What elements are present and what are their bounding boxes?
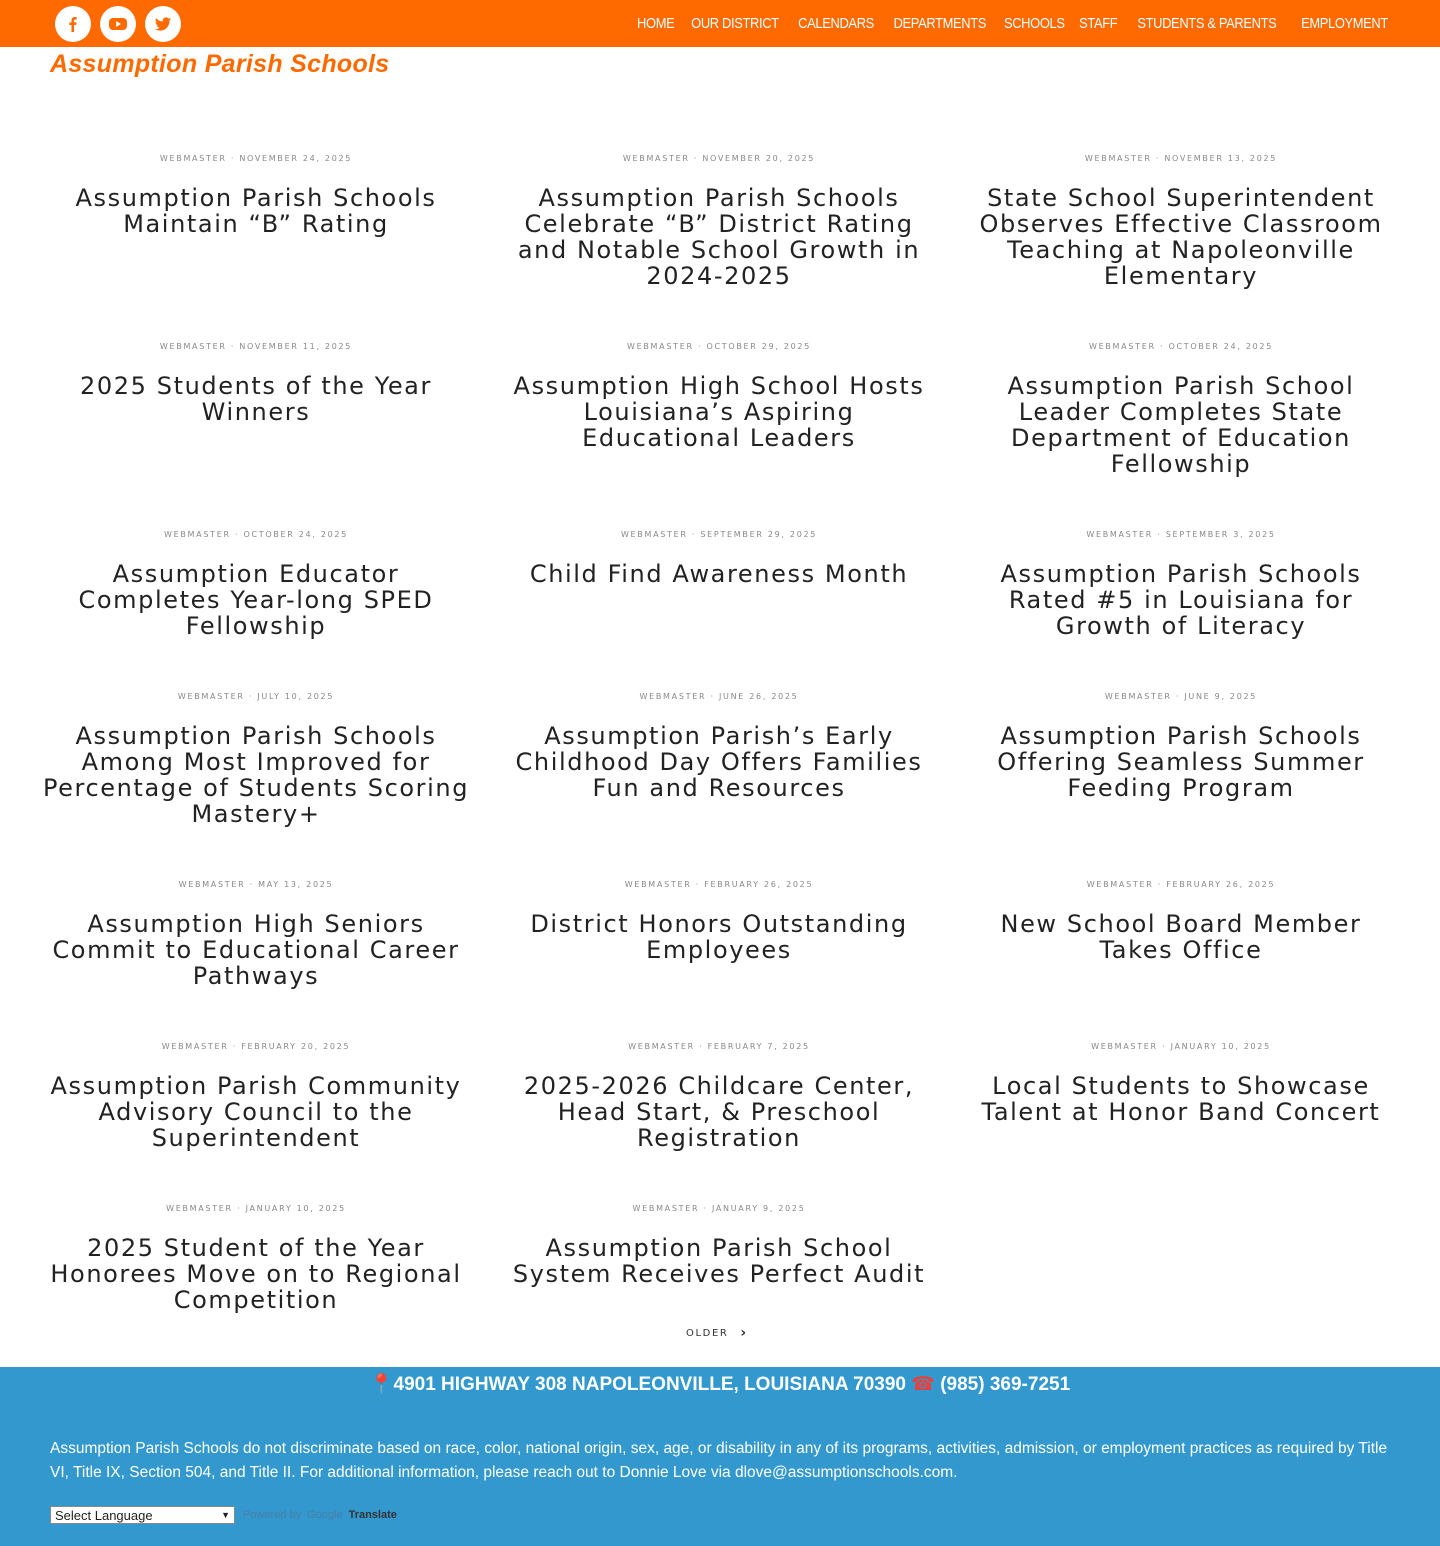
nav-home[interactable]: HOME <box>637 15 675 32</box>
post-card <box>41 341 471 425</box>
post-title[interactable]: Assumption High School Hosts Louisiana’s Aspiring Educational Leaders <box>513 372 925 452</box>
post-card <box>41 691 471 827</box>
nav-employment[interactable]: EMPLOYMENT <box>1301 15 1388 32</box>
post-meta: WEBMASTER · JANUARY 10, 2025 <box>1091 1042 1271 1051</box>
post-card <box>41 1203 471 1313</box>
post-meta: WEBMASTER · FEBRUARY 26, 2025 <box>624 880 814 889</box>
nav-departments[interactable]: DEPARTMENTS <box>893 15 986 32</box>
post-author[interactable]: WEBMASTER <box>1104 692 1172 701</box>
site-logo[interactable]: Assumption Parish Schools <box>50 50 390 78</box>
post-date[interactable]: OCTOBER 24, 2025 <box>1168 342 1273 351</box>
post-title[interactable]: Local Students to Showcase Talent at Honor Band Concert <box>981 1072 1381 1126</box>
post-date[interactable]: JANUARY 9, 2025 <box>711 1204 806 1213</box>
post-card <box>504 529 934 587</box>
post-date[interactable]: NOVEMBER 24, 2025 <box>239 154 353 163</box>
post-date[interactable]: FEBRUARY 7, 2025 <box>707 1042 810 1051</box>
post-date[interactable]: FEBRUARY 20, 2025 <box>241 1042 351 1051</box>
post-date[interactable]: OCTOBER 29, 2025 <box>706 342 811 351</box>
post-meta: WEBMASTER · NOVEMBER 13, 2025 <box>1084 154 1278 163</box>
powered-by-label: Powered by <box>243 1509 302 1521</box>
post-title[interactable]: Assumption Parish Schools Celebrate “B” District Rating and Notable School Growth in 2024-2025 <box>517 184 921 290</box>
footer <box>0 1367 1440 1546</box>
post-meta: WEBMASTER · OCTOBER 24, 2025 <box>1089 342 1273 351</box>
post-author[interactable]: WEBMASTER <box>178 880 246 889</box>
post-meta: WEBMASTER · NOVEMBER 11, 2025 <box>159 342 353 351</box>
nav-calendars[interactable]: CALENDARS <box>797 15 874 32</box>
post-card <box>41 529 471 639</box>
translate-widget <box>50 1506 397 1524</box>
post-author[interactable]: WEBMASTER <box>622 154 690 163</box>
post-date[interactable]: SEPTEMBER 3, 2025 <box>1165 530 1276 539</box>
youtube-icon[interactable] <box>100 6 136 42</box>
post-author[interactable]: WEBMASTER <box>620 530 688 539</box>
post-author[interactable]: WEBMASTER <box>1089 342 1156 351</box>
post-author[interactable]: WEBMASTER <box>164 530 231 539</box>
older-label: OLDER <box>686 1327 729 1339</box>
post-title[interactable]: 2025 Students of the Year Winners <box>80 372 432 426</box>
post-meta: WEBMASTER · SEPTEMBER 3, 2025 <box>1086 530 1276 539</box>
post-card <box>41 153 471 237</box>
post-meta: WEBMASTER · NOVEMBER 20, 2025 <box>622 154 816 163</box>
post-card <box>966 879 1396 963</box>
post-author[interactable]: WEBMASTER <box>624 880 692 889</box>
twitter-icon[interactable] <box>145 6 181 42</box>
post-title[interactable]: New School Board Member Takes Office <box>1000 910 1362 964</box>
language-select-value: Select Language <box>55 1507 153 1523</box>
post-date[interactable]: OCTOBER 24, 2025 <box>243 530 348 539</box>
post-meta: WEBMASTER · OCTOBER 24, 2025 <box>164 530 348 539</box>
post-meta: WEBMASTER · SEPTEMBER 29, 2025 <box>620 530 818 539</box>
post-card <box>504 1203 934 1287</box>
nav-students-parents[interactable]: STUDENTS & PARENTS <box>1137 15 1277 32</box>
post-card <box>966 691 1396 801</box>
post-date[interactable]: JANUARY 10, 2025 <box>1170 1042 1271 1051</box>
post-card <box>504 341 934 451</box>
translate-link[interactable]: Translate <box>348 1509 397 1521</box>
post-card <box>966 341 1396 477</box>
footer-phone[interactable]: (985) 369-7251 <box>940 1374 1071 1395</box>
post-date[interactable]: FEBRUARY 26, 2025 <box>704 880 814 889</box>
post-author[interactable]: WEBMASTER <box>639 692 707 701</box>
main-nav <box>639 0 1390 47</box>
post-title[interactable]: Assumption Parish’s Early Childhood Day Offers Families Fun and Resources <box>515 722 923 802</box>
post-meta: WEBMASTER · JANUARY 9, 2025 <box>632 1204 806 1213</box>
social-links <box>55 6 181 42</box>
post-author[interactable]: WEBMASTER <box>627 342 694 351</box>
post-meta: WEBMASTER · FEBRUARY 20, 2025 <box>161 1042 351 1051</box>
post-meta: WEBMASTER · JULY 10, 2025 <box>177 692 335 701</box>
chevron-down-icon: ▼ <box>221 1510 230 1520</box>
post-author[interactable]: WEBMASTER <box>166 1204 233 1213</box>
post-date[interactable]: JUNE 9, 2025 <box>1184 692 1258 701</box>
post-title[interactable]: Assumption Parish School System Receives Perfect Audit <box>512 1234 926 1288</box>
post-card <box>41 879 471 989</box>
post-card <box>966 1041 1396 1125</box>
post-date[interactable]: MAY 13, 2025 <box>258 880 334 889</box>
post-date[interactable]: NOVEMBER 11, 2025 <box>239 342 353 351</box>
facebook-icon[interactable] <box>55 6 91 42</box>
post-meta: WEBMASTER · FEBRUARY 26, 2025 <box>1086 880 1276 889</box>
post-title[interactable]: 2025 Student of the Year Honorees Move on to Regional Competition <box>50 1234 462 1314</box>
post-title[interactable]: Assumption High Seniors Commit to Educational Career Pathways <box>52 910 460 990</box>
post-date[interactable]: JANUARY 10, 2025 <box>245 1204 346 1213</box>
post-title[interactable]: Assumption Parish Schools Rated #5 in Louisiana for Growth of Literacy <box>1000 560 1362 640</box>
post-date[interactable]: SEPTEMBER 29, 2025 <box>700 530 818 539</box>
post-title[interactable]: Assumption Parish Schools Maintain “B” Rating <box>75 184 437 238</box>
nav-our-district[interactable]: OUR DISTRICT <box>690 15 779 32</box>
post-card <box>504 153 934 289</box>
post-author[interactable]: WEBMASTER <box>1091 1042 1158 1051</box>
post-title[interactable]: Assumption Parish School Leader Completes State Department of Education Fellowship <box>1007 372 1355 478</box>
post-date[interactable]: JULY 10, 2025 <box>257 692 335 701</box>
post-meta: WEBMASTER · FEBRUARY 7, 2025 <box>628 1042 810 1051</box>
post-date[interactable]: JUNE 26, 2025 <box>718 692 799 701</box>
google-logo: Google <box>307 1509 343 1521</box>
post-title[interactable]: Assumption Educator Completes Year-long SPED Fellowship <box>78 560 434 640</box>
post-author[interactable]: WEBMASTER <box>159 342 227 351</box>
post-title[interactable]: 2025-2026 Childcare Center, Head Start, & Preschool Registration <box>523 1072 915 1152</box>
nondiscrimination-notice: Assumption Parish Schools do not discriminate based on race, color, national origin, sex, age, or disability in any of its programs, activities, admission, or employment practices as required by Title VI, Title IX, Section 504, and Title II. For additional information, please reach out to Donnie Love via dlove@assumptionschools.com. <box>50 1440 1388 1481</box>
post-title[interactable]: Assumption Parish Schools Among Most Improved for Percentage of Students Scoring Mastery+ <box>42 722 470 828</box>
older-posts-link[interactable] <box>686 1325 748 1341</box>
post-card <box>41 1041 471 1151</box>
post-date[interactable]: FEBRUARY 26, 2025 <box>1166 880 1276 889</box>
post-author[interactable]: WEBMASTER <box>1084 154 1152 163</box>
post-author[interactable]: WEBMASTER <box>161 1042 229 1051</box>
post-title[interactable]: Child Find Awareness Month <box>529 560 909 588</box>
nav-staff[interactable]: STAFF <box>1078 15 1118 32</box>
map-pin-icon: 📍 <box>369 1374 394 1395</box>
post-author[interactable]: WEBMASTER <box>1086 880 1154 889</box>
post-author[interactable]: WEBMASTER <box>159 154 227 163</box>
post-card <box>504 1041 934 1151</box>
post-author[interactable]: WEBMASTER <box>177 692 245 701</box>
post-meta: WEBMASTER · OCTOBER 29, 2025 <box>627 342 811 351</box>
post-date[interactable]: NOVEMBER 20, 2025 <box>702 154 816 163</box>
footer-address: 4901 HIGHWAY 308 NAPOLEONVILLE, LOUISIANA 70390 <box>393 1374 906 1395</box>
post-date[interactable]: NOVEMBER 13, 2025 <box>1164 154 1278 163</box>
chevron-right-icon: › <box>740 1325 748 1341</box>
post-meta: WEBMASTER · MAY 13, 2025 <box>178 880 334 889</box>
post-meta: WEBMASTER · JANUARY 10, 2025 <box>166 1204 346 1213</box>
post-meta: WEBMASTER · JUNE 9, 2025 <box>1104 692 1258 701</box>
post-meta: WEBMASTER · JUNE 26, 2025 <box>639 692 799 701</box>
post-author[interactable]: WEBMASTER <box>1086 530 1154 539</box>
footer-contact <box>0 1372 1440 1396</box>
language-select[interactable] <box>50 1506 235 1524</box>
post-card <box>966 529 1396 639</box>
post-title[interactable]: District Honors Outstanding Employees <box>530 910 908 964</box>
post-card <box>504 879 934 963</box>
post-card <box>504 691 934 801</box>
nav-schools[interactable]: SCHOOLS <box>1004 15 1065 32</box>
post-author[interactable]: WEBMASTER <box>628 1042 695 1051</box>
phone-icon: ☎ <box>911 1374 935 1395</box>
post-author[interactable]: WEBMASTER <box>632 1204 700 1213</box>
post-card <box>966 153 1396 289</box>
top-bar <box>0 0 1440 47</box>
post-title[interactable]: Assumption Parish Schools Offering Seamless Summer Feeding Program <box>997 722 1365 802</box>
post-title[interactable]: State School Superintendent Observes Effective Classroom Teaching at Napoleonville Elementary <box>979 184 1383 290</box>
post-meta: WEBMASTER · NOVEMBER 24, 2025 <box>159 154 353 163</box>
post-title[interactable]: Assumption Parish Community Advisory Council to the Superintendent <box>50 1072 462 1152</box>
